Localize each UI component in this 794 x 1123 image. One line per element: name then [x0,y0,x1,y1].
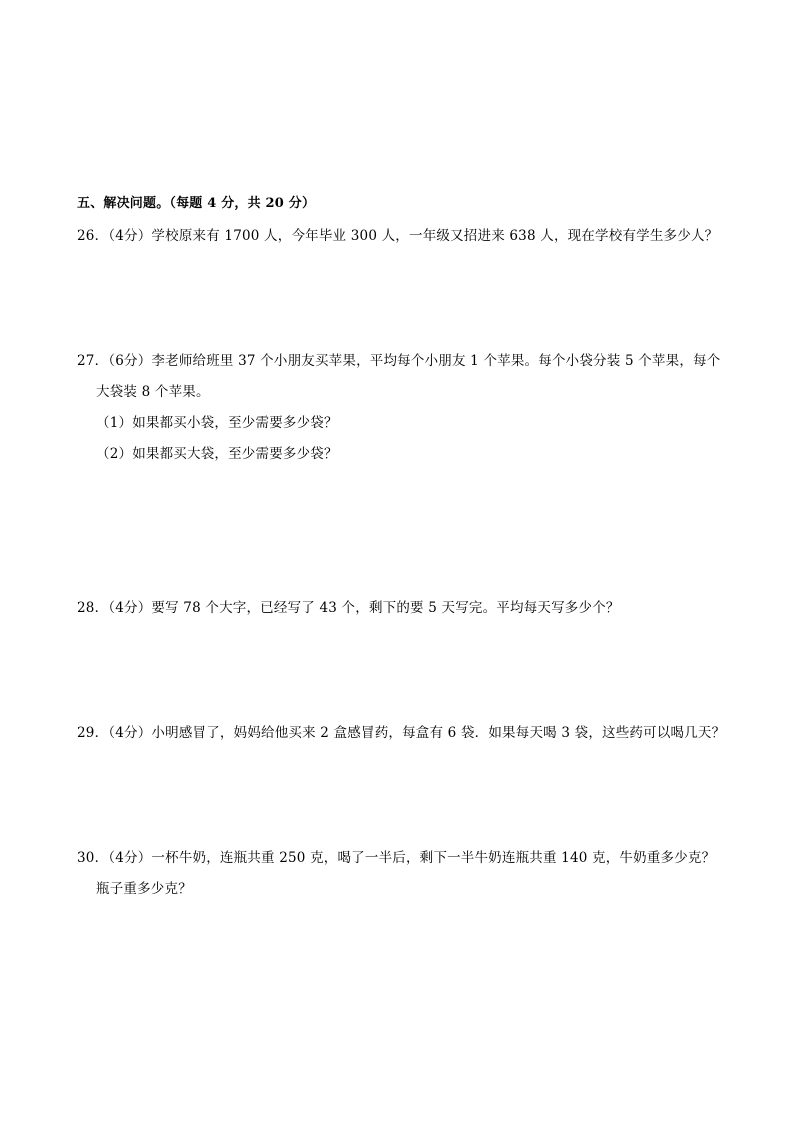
sub-question-1: （1）如果都买小袋，至少需要多少袋？ [96,415,338,431]
question-text-continued: 瓶子重多少克？ [96,881,192,897]
question-text: 29．（4分）小明感冒了，妈妈给他买来 2 盒感冒药，每盒有 6 袋．如果每天喝 3 袋，这些药可以喝几天？ [77,725,726,741]
question-text: 28．（4分）要写 78 个大字，已经写了 43 个，剩下的要 5 天写完。平均每天写多少个？ [77,600,620,616]
question-text: 27．（6分）李老师给班里 37 个小朋友买苹果，平均每个小朋友 1 个苹果。每个小袋分装 5 个苹果，每个 [77,353,721,369]
section-heading: 五、解决问题。（每题 4 分，共 20 分） [77,196,316,211]
sub-question-2: （2）如果都买大袋，至少需要多少袋？ [96,446,338,462]
question-text: 30．（4分）一杯牛奶，连瓶共重 250 克，喝了一半后，剩下一半牛奶连瓶共重 140 克，牛奶重多少克？ [77,850,716,866]
question-text: 26．（4分）学校原来有 1700 人，今年毕业 300 人，一年级又招进来 638 人，现在学校有学生多少人？ [77,228,719,244]
question-text-continued: 大袋装 8 个苹果。 [96,384,210,400]
